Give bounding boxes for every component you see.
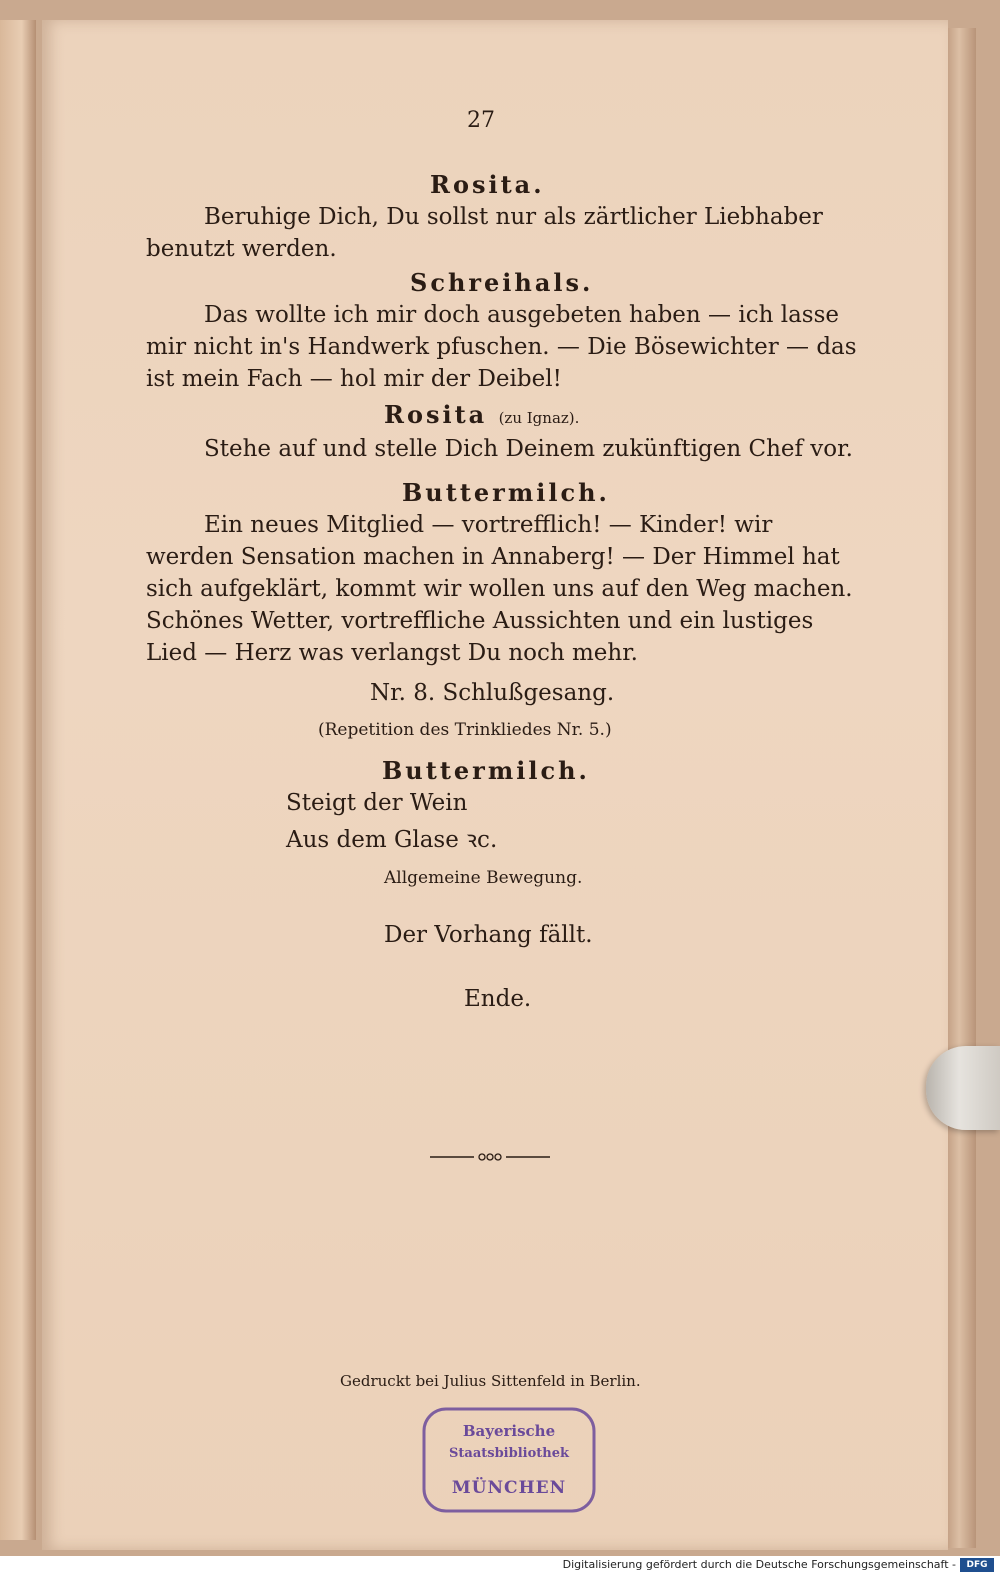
dialogue-line: sich aufgeklärt, kommt wir wollen uns auf den Weg machen. bbox=[146, 576, 853, 602]
speaker-buttermilch-song: Buttermilch. bbox=[382, 756, 590, 785]
dialogue-line: mir nicht in's Handwerk pfuschen. — Die Bösewichter — das bbox=[146, 334, 857, 360]
dialogue-line: Das wollte ich mir doch ausgebeten haben — ich lasse bbox=[204, 302, 840, 328]
stage-direction-inline: (zu Ignaz). bbox=[498, 409, 580, 427]
ornament-divider bbox=[430, 1150, 550, 1164]
printer-imprint: Gedruckt bei Julius Sittenfeld in Berlin. bbox=[340, 1372, 641, 1390]
curtain-line: Der Vorhang fällt. bbox=[384, 922, 593, 948]
speaker-rosita-to-ignaz bbox=[384, 400, 579, 429]
page-tab-marker bbox=[926, 1046, 1000, 1130]
stamp-line: Staatsbibliothek bbox=[449, 1446, 569, 1461]
song-line: Steigt der Wein bbox=[286, 790, 468, 816]
dialogue-line: Schönes Wetter, vortreffliche Aussichten und ein lustiges bbox=[146, 608, 814, 634]
speaker-buttermilch: Buttermilch. bbox=[402, 478, 610, 507]
speaker-schreihals: Schreihals. bbox=[410, 268, 594, 297]
speaker-name: Rosita bbox=[384, 400, 488, 429]
page-number: 27 bbox=[467, 108, 495, 133]
speaker-rosita: Rosita. bbox=[430, 170, 545, 199]
footer-credit: Digitalisierung gefördert durch die Deutsche Forschungsgemeinschaft - bbox=[562, 1558, 956, 1571]
stamp-line: MÜNCHEN bbox=[451, 1478, 567, 1498]
repetition-note: (Repetition des Trinkliedes Nr. 5.) bbox=[318, 720, 612, 740]
dfg-logo: DFG bbox=[960, 1558, 994, 1572]
left-page-edge bbox=[0, 20, 36, 1540]
dialogue-line: Lied — Herz was verlangst Du noch mehr. bbox=[146, 640, 638, 666]
library-stamp bbox=[421, 1406, 597, 1514]
number-title: Nr. 8. Schlußgesang. bbox=[370, 680, 615, 706]
footer-bar bbox=[0, 1556, 1000, 1574]
song-line: Aus dem Glase ꝛc. bbox=[286, 827, 498, 853]
dialogue-line: Beruhige Dich, Du sollst nur als zärtlicher Liebhaber bbox=[204, 204, 823, 230]
dialogue-line: werden Sensation machen in Annaberg! — Der Himmel hat bbox=[146, 544, 840, 570]
dialogue-line: ist mein Fach — hol mir der Deibel! bbox=[146, 366, 562, 392]
stamp-line: Bayerische bbox=[462, 1422, 556, 1440]
right-page-edge bbox=[948, 28, 976, 1548]
stage-direction: Allgemeine Bewegung. bbox=[384, 868, 583, 888]
dialogue-line: benutzt werden. bbox=[146, 236, 337, 262]
dialogue-line: Ein neues Mitglied — vortrefflich! — Kinder! wir bbox=[204, 512, 773, 538]
end-line: Ende. bbox=[464, 986, 532, 1012]
dialogue-line: Stehe auf und stelle Dich Deinem zukünftigen Chef vor. bbox=[204, 436, 853, 462]
